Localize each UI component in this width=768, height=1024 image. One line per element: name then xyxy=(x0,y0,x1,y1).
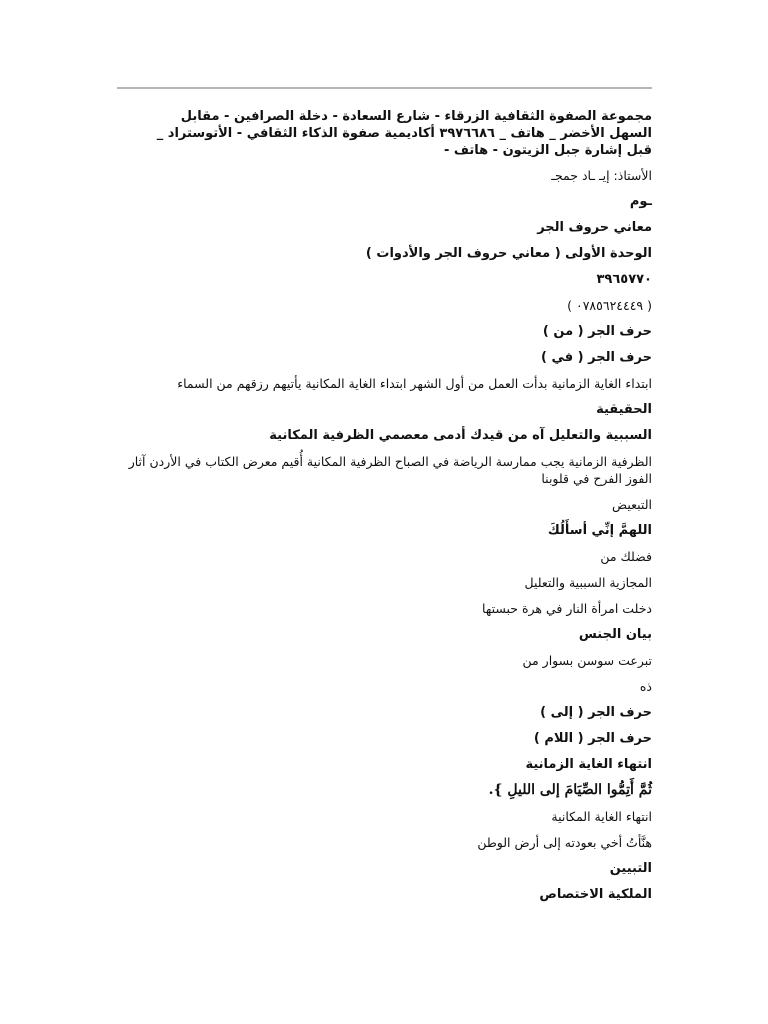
example-text: دخلت امرأة النار في هرة حبستها xyxy=(482,601,652,616)
address-line: السهل الأخضر _ هاتف _ ٣٩٧٦٦٨٦ أكاديمية صفوة الذكاء الثقافي - الأتوستراد _ xyxy=(156,126,652,141)
example-text: هنَّأتُ أخي بعودته إلى أرض الوطن xyxy=(477,835,652,850)
address-line: مجموعة الصفوة الثقافية الزرقاء - شارع السعادة - دخلة الصرافين - مقابل xyxy=(180,109,652,124)
meaning-heading: السببية والتعليل آه من قيدك أدمى معصمي الظرفية المكانية xyxy=(269,428,652,443)
section-heading: حرف الجر ( في ) xyxy=(540,350,652,365)
example-text: تبرعت سوسن بسوار من xyxy=(522,653,652,668)
meaning-label: التبعيض xyxy=(612,497,652,512)
mobile-number: ( ٠٧٨٥٦٢٤٤٤٩ ) xyxy=(567,298,652,313)
section-heading: حرف الجر ( من ) xyxy=(542,324,652,339)
top-horizontal-rule xyxy=(117,87,652,89)
address-header xyxy=(117,108,652,159)
meaning-label: انتهاء الغاية المكانية xyxy=(551,809,652,824)
example-text: اللهمَّ إنِّي أسأَلُكَ xyxy=(547,523,652,538)
example-text: ذه xyxy=(639,679,652,694)
meaning-label: المجازية السببية والتعليل xyxy=(524,575,652,590)
address-line: قبل إشارة جبل الزيتون - هاتف - xyxy=(443,143,652,158)
meaning-heading: الملكية الاختصاص xyxy=(539,887,652,902)
phone-number: ٣٩٦٥٧٧٠ xyxy=(596,272,652,287)
topic-title: معاني حروف الجر xyxy=(537,220,652,235)
meaning-heading: انتهاء الغاية الزمانية xyxy=(525,757,652,772)
unit-title: الوحدة الأولى ( معاني حروف الجر والأدوات ) xyxy=(365,246,652,261)
example-text: فضلك من xyxy=(600,549,652,564)
section-heading: حرف الجر ( اللام ) xyxy=(533,731,652,746)
meaning-heading: بيان الجنس xyxy=(578,627,652,642)
teacher-name-line: الأستاذ: إيـ ـاد جمجـ xyxy=(551,168,652,183)
meaning-heading: التبيين xyxy=(609,861,652,876)
document-body xyxy=(117,108,652,912)
meaning-heading: الحقيقية xyxy=(596,402,652,417)
section-heading: حرف الجر ( إلى ) xyxy=(540,705,652,720)
example-text: الظرفية الزمانية يجب ممارسة الرياضة في الصباح الظرفية المكانية أُقيم معرض الكتاب في الأردن آثار الفوز الفرح في قلوبنا xyxy=(128,454,652,486)
teacher-name-continuation: ـوم xyxy=(629,194,652,209)
quran-verse-example: ثُمَّ أَتِمُّوا الصِّيَامَ إلى الليلِ }. xyxy=(488,782,652,798)
example-text: ابتداء الغاية الزمانية بدأت العمل من أول الشهر ابتداء الغاية المكانية يأتيهم رزقهم من السماء xyxy=(177,376,652,391)
